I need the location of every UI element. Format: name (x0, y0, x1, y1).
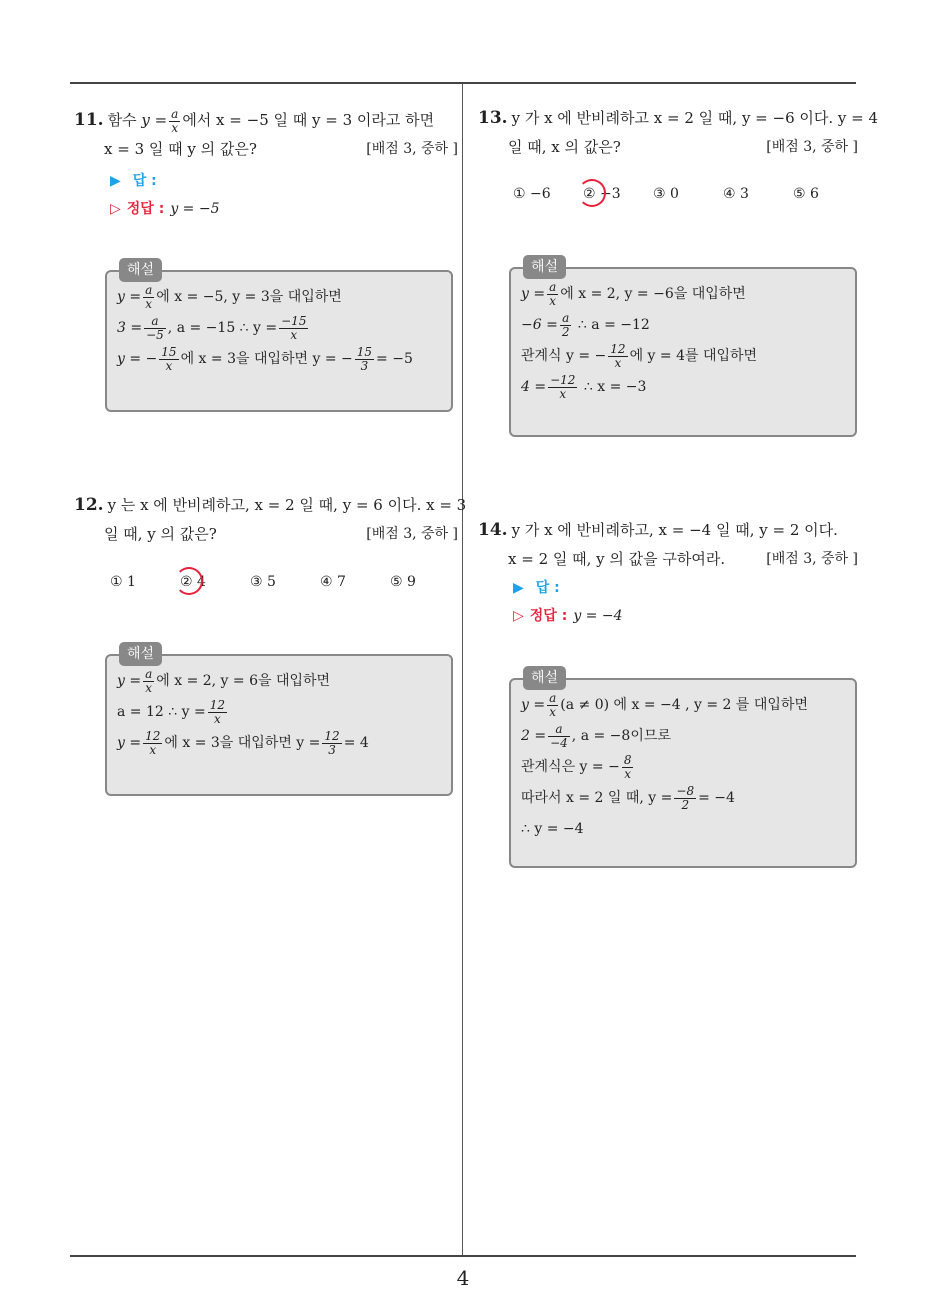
question-text: y 가 x 에 반비례하고, x = −4 일 때, y = 2 이다. (511, 521, 838, 539)
question-number: 14. (478, 520, 508, 540)
solution-line: 에 x = 2, y = 6을 대입하면 (156, 673, 331, 689)
question-text: 함수 (107, 111, 137, 129)
points-tag: [배점 3, 중하 ] (366, 526, 458, 542)
solution-line: 에 y = 4를 대입하면 (629, 348, 758, 364)
question-text: 일 때, y 의 값은? (104, 525, 217, 543)
explanation-box-13: 해설 y = $\frac{a}{x}$ 에 x = 2, y = −6을 대입하면 −6 = $\frac{a}{2}$ ∴ a = −12 관계식 y = − $\frac{12}{x}$ 에 y = 4를 대입하면 4 = $\frac{-12}{x}$ ∴ x = −3 (509, 267, 857, 437)
solution-line: , a = −8이므로 (571, 728, 671, 744)
question-number: 12. (74, 495, 104, 515)
correct-answer-row (110, 198, 220, 218)
choice-selected[interactable]: ② 4 (180, 574, 250, 590)
question-11: 11. 함수 y = $\frac{a}{x}$ 에서 x = −5 일 때 y = 3 이라고 하면 x = 3 일 때 y 의 값은? [배점 3, 중하 ] (74, 106, 458, 164)
answer-row (513, 577, 560, 597)
play-icon: ▶ (110, 173, 121, 189)
question-text: x = 2 일 때, y 의 값을 구하여라. (508, 550, 726, 568)
solution-line: 에 x = 2, y = −6을 대입하면 (560, 286, 746, 302)
question-text: y 는 x 에 반비례하고, x = 2 일 때, y = 6 이다. x = 3 (107, 496, 467, 514)
question-12 (74, 491, 467, 549)
explanation-tab: 해설 (119, 642, 162, 666)
play-icon: ▶ (513, 580, 524, 596)
solution-line: ∴ a = −12 (577, 317, 650, 333)
choice[interactable]: ④ 7 (320, 574, 346, 590)
top-rule (70, 82, 856, 84)
choice[interactable]: ③ 5 (250, 574, 276, 590)
explanation-tab: 해설 (119, 258, 162, 282)
column-divider (462, 84, 463, 1255)
correct-answer: y = −5 (170, 201, 220, 217)
correct-label: 정답 : (529, 608, 568, 624)
correct-label: 정답 : (126, 201, 165, 217)
explanation-box-11: 해설 y = $\frac{a}{x}$ 에 x = −5, y = 3을 대입하면 3 = $\frac{a}{-5}$ , a = −15 ∴ y = $\frac{-15}{x}$ y = − $\frac{15}{x}$ 에 x = 3을 대입하면 y = − $\frac{15}{3}$ = −5 (105, 270, 453, 412)
points-tag: [배점 3, 중하 ] (366, 141, 458, 157)
page-number: 4 (456, 1266, 470, 1290)
question-text: y 가 x 에 반비례하고 x = 2 일 때, y = −6 이다. y = 4 (511, 109, 879, 127)
explanation-box-14: 해설 y = $\frac{a}{x}$ (a ≠ 0) 에 x = −4 , y = 2 를 대입하면 2 = $\frac{a}{-4}$ , a = −8이므로 관계식은 y = − $\frac{8}{x}$ 따라서 x = 2 일 때, y = $\frac{-8}{2}$ = −4 ∴ y = −4 (509, 678, 857, 868)
answer-label: 답 : (535, 580, 560, 596)
solution-line: = 4 (343, 735, 369, 751)
solution-line: 따라서 x = 2 일 때, y = (521, 790, 673, 806)
correct-answer: y = −4 (573, 608, 623, 624)
solution-line: ∴ y = −4 (521, 821, 584, 837)
play-outline-icon: ▷ (110, 201, 121, 217)
solution-line: 관계식은 y = − (521, 759, 620, 775)
question-text: 에서 x = −5 일 때 y = 3 이라고 하면 (182, 111, 435, 129)
question-number: 13. (478, 108, 508, 128)
question-13 (478, 104, 879, 162)
choice[interactable]: ③ 0 (653, 186, 679, 202)
play-outline-icon: ▷ (513, 608, 524, 624)
answer-label: 답 : (132, 173, 157, 189)
bottom-rule (70, 1255, 856, 1257)
solution-line: = −4 (698, 790, 735, 806)
correct-answer-row (513, 605, 623, 625)
question-number: 11. (74, 110, 104, 130)
selected-circle-mark (175, 567, 203, 595)
explanation-tab: 해설 (523, 666, 566, 690)
choices-13 (513, 186, 863, 202)
solution-line: 에 x = 3을 대입하면 y = − (180, 351, 353, 367)
answer-row (110, 170, 157, 190)
choice[interactable]: ⑤ 9 (390, 574, 416, 590)
solution-line: 에 x = 3을 대입하면 y = (164, 735, 321, 751)
points-tag: [배점 3, 중하 ] (766, 139, 858, 155)
solution-line: a = 12 ∴ y = (117, 704, 206, 720)
choice[interactable]: ⑤ 6 (793, 186, 819, 202)
solution-line: (a ≠ 0) 에 x = −4 , y = 2 를 대입하면 (560, 697, 808, 713)
fraction: $\frac{a}{x}$ (171, 106, 179, 135)
question-text: 일 때, x 의 값은? (508, 138, 621, 156)
selected-circle-mark (578, 179, 606, 207)
choice[interactable]: ① 1 (110, 574, 136, 590)
solution-line: 관계식 y = − (521, 348, 607, 364)
question-text: x = 3 일 때 y 의 값은? (104, 140, 257, 158)
choice-selected[interactable]: ② −3 (583, 186, 653, 202)
solution-line: a = −15 ∴ y = (176, 320, 278, 336)
explanation-box-12: 해설 y = $\frac{a}{x}$ 에 x = 2, y = 6을 대입하면 a = 12 ∴ y = $\frac{12}{x}$ y = $\frac{12}{x}$ 에 x = 3을 대입하면 y = $\frac{12}{3}$ = 4 (105, 654, 453, 796)
solution-line: ∴ x = −3 (583, 379, 647, 395)
points-tag: [배점 3, 중하 ] (766, 551, 858, 567)
explanation-tab: 해설 (523, 255, 566, 279)
choices-12 (110, 574, 460, 590)
question-14 (478, 516, 858, 574)
choice[interactable]: ④ 3 (723, 186, 749, 202)
choice[interactable]: ① −6 (513, 186, 551, 202)
solution-line: 에 x = −5, y = 3을 대입하면 (156, 289, 342, 305)
solution-line: = −5 (376, 351, 413, 367)
